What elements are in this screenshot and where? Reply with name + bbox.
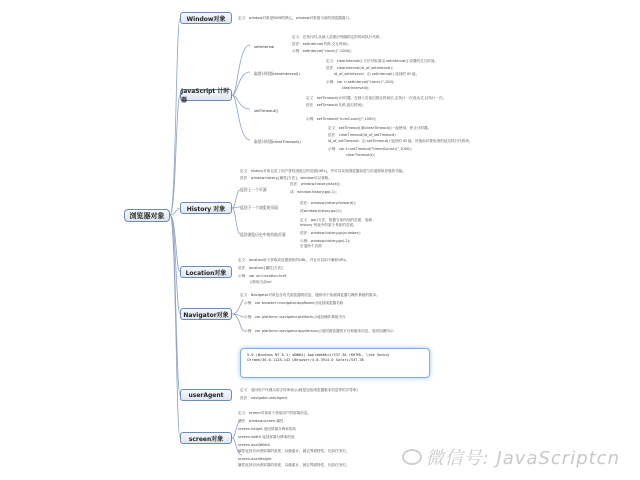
history-forward-2: 或window.history.go(1); [300,209,342,213]
watermark [402,444,620,470]
navigator-def: 定义：Navigator对象包含有关浏览器的信息，通常用于检测浏览器与操作系统的版本。 [240,293,380,297]
useragent-node: userAgent [180,389,232,401]
code-line-1: 5.0 (Windows NT 6.1; WOW64) AppleWebKit/537.36 (KHTML, like Gecko) [247,353,390,357]
useragent-sample-box [240,348,430,378]
cleartimeout-example: 示例：var t=setTimeout("timedCount()",1000); [328,147,412,151]
clearinterval-def: 定义：clearInterval() 方法可取消由 setInterval() 设置的交互时间。 [326,59,439,63]
screen-availheight-desc: 属性返回访问者屏幕的高度，以像素计，减去界面特性，比如任务栏。 [238,463,350,467]
history-go-5: 后退两个页面 [300,244,322,248]
history-syntax: 语法：window.history.[属性|方法]，window可以省略。 [240,176,332,180]
setinterval-def: 定义：在执行时,从载入页面后每隔指定的时间执行代码。 [292,35,383,39]
history-node: History 对象 [180,202,232,214]
location-def: 定义：location用于获取或设置窗体的URL，并且可以用于解析URL。 [238,258,350,262]
clearinterval-example: 示例：var i=setInterval("clock()",100); [326,80,395,84]
settimeout-example: 示例：setTimeout("numCount()",1000); [306,117,377,121]
navigator-example-1: 示例：var browser=navigator.appName;//返回浏览器名称 [244,301,344,305]
wechat-icon [402,449,422,465]
screen-syntax: 语法：window.screen.属性 [238,419,284,423]
screen-availwidth-desc: 属性返回访问者屏幕的宽度，以像素计，减去界面特性，比如任务栏。 [238,449,350,453]
location-node: Location对象 [180,266,232,278]
history-back-2: 或：window.history.go(-1); [290,190,337,194]
history-go-1: 定义：go()方法，根据当前所处的页面，加载 [300,218,372,222]
screen-availwidth: screen.availWidth [238,443,271,447]
screen-def: 定义：screen对象用于获取用户的屏幕信息。 [238,411,312,415]
history-def: 定义：history对象记录了用户曾经浏览过的页面(URL)，并可以实现浏览器前进与后退相似导航的功能。 [240,169,407,173]
cleartimeout-label: 取消计时器clearTimeout() [254,139,301,144]
history-go-4: 示例：window.history.go(-2); [300,239,351,243]
cleartimeout-example-2: clearTimeout(t); [346,153,375,157]
history-back-1: 语法：window.history.back(); [290,182,341,186]
history-forward-1: 语法：window.history.forward(); [300,201,357,205]
setinterval-label: setInterval [254,44,275,49]
location-syntax: 语法：location.[属性|方法] [238,266,283,270]
navigator-node: Navigator对象 [180,308,232,320]
setinterval-example: 示例：setInterval("clock()",1000); [292,49,352,53]
history-back-label: 返回上一个页面 [240,187,267,192]
screen-node: screen对象 [180,432,232,444]
clearinterval-label: 取消计时器clearInterval() [254,71,300,76]
history-go-label: 返回浏览历史中的其他页面 [240,232,286,237]
history-go-2: history 列表中的某个具体的页面。 [300,223,357,227]
setinterval-syntax: 语法：setInterval(代码,交互时间); [292,42,349,46]
screen-width: screen.width 返回屏幕分辨率的宽 [238,435,295,439]
navigator-example-2: 示例：var platform=navigator.platform;//返回操作系统平台 [244,315,346,319]
navigator-example-3: 示例：var platform=navigator.appVersion;//返回浏览器的平台和版本信息，返回如图所示： [244,329,398,333]
location-comment: //获取当前url [250,280,272,284]
cleartimeout-def: 定义：setTimeout()和clearTimeout()一起使用，停止计时器。 [328,126,432,130]
timer-node: JavaScript 计时器 [180,89,232,101]
clearinterval-example-2: clearInterval(i); [342,86,370,90]
location-example: 示例：var url=location.href; [238,274,288,278]
screen-availheight: screen.availHeight [238,457,272,461]
settimeout-syntax: 语法：setTimeout(代码,延迟时间); [306,103,364,107]
clearinterval-id: id_of_setInterval：由 setInterval() 返回的 ID 值。 [334,72,420,76]
clearinterval-syntax: 语法：clearInterval(id_of_setInterval); [326,66,394,70]
watermark-text: 微信号: JavaScriptcn [425,448,620,469]
history-go-3: 语法：window.history.go(number); [300,231,361,235]
window-definition: 定义：window对象是BOM的核心，window对象指当前的浏览器窗口。 [238,16,353,20]
settimeout-def: 定义：setTimeout()计时器，在载入后延迟指定时间后,去执行一次表达式,仅执行一次。 [306,96,447,100]
useragent-def: 定义：返回用户代理头的字符串表示(就是包括浏览器版本信息等的字符串) [240,388,358,392]
screen-height: screen.height 返回屏幕分辨率的高 [238,427,297,431]
cleartimeout-syntax: 语法：clearTimeout(id_of_setTimeout) [328,133,396,137]
code-line-2: Chrome/36.0.1128.142 UBrowser/4.0.3914.0 Safari/537.36 [247,358,364,362]
root-node: 浏览器对象 [124,209,170,222]
cleartimeout-id: id_of_setTimeout：由 setTimeout() 返回的 ID 值。该值标识要取消的延迟执行代码块。 [328,139,473,143]
useragent-syntax: 语法：navigator.userAgent [240,396,288,400]
settimeout-label: setTimeout() [254,108,279,113]
history-forward-label: 返回下一个浏览的页面 [240,205,278,210]
window-node: Window对象 [180,12,232,24]
